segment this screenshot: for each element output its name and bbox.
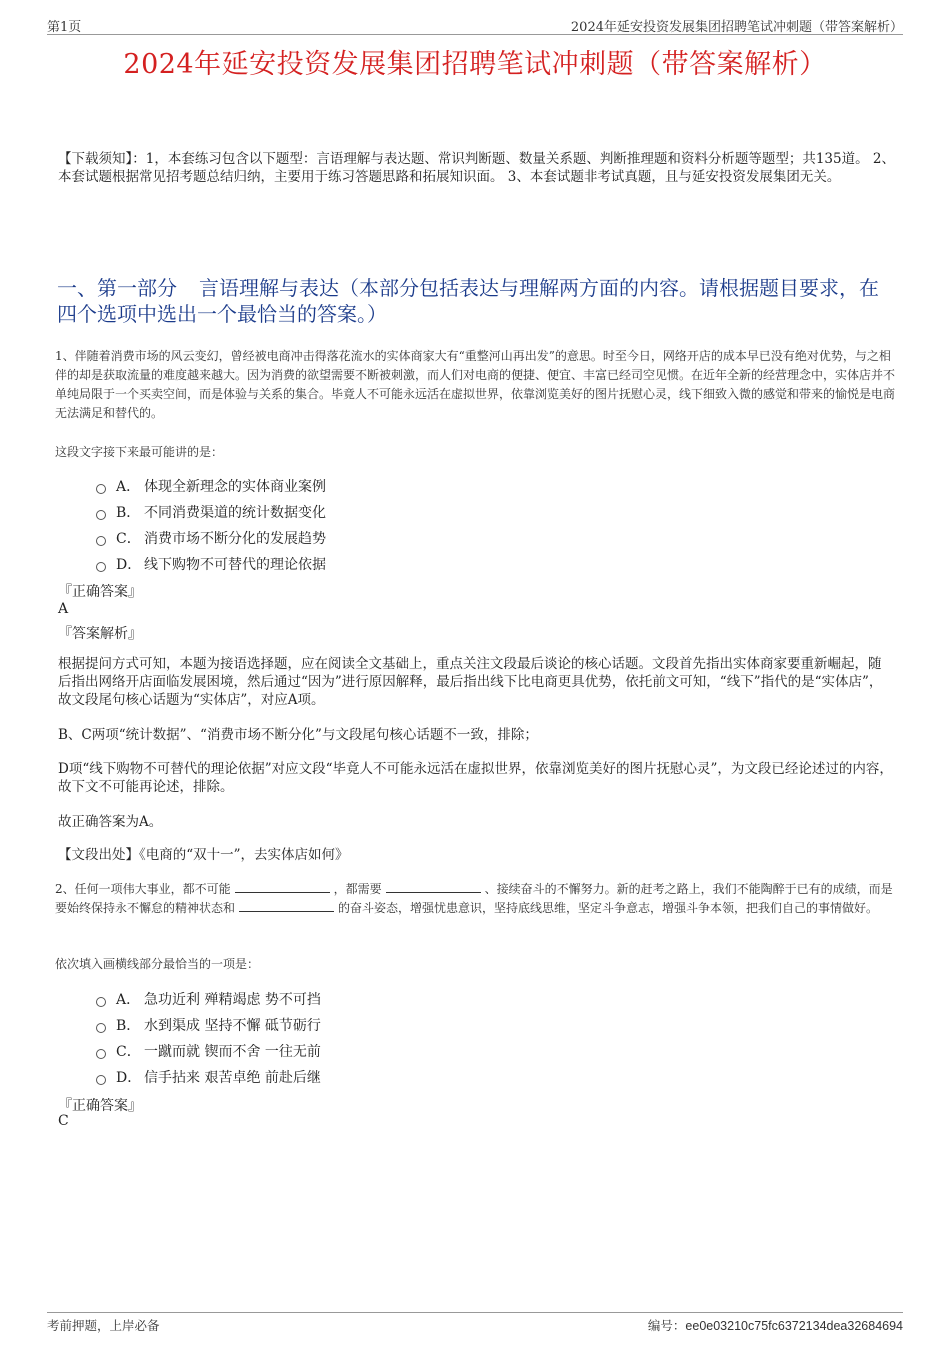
radio-icon[interactable] — [96, 536, 106, 546]
analysis-conclusion: 故正确答案为A。 — [58, 814, 163, 830]
question-1-prompt: 这段文字接下来最可能讲的是： — [55, 445, 224, 459]
option-d[interactable]: D． 信手拈来 艰苦卓绝 前赴后继 — [96, 1064, 321, 1090]
option-text: 一蹴而就 锲而不舍 一往无前 — [144, 1044, 321, 1060]
download-notice: 【下载须知】：1，本套练习包含以下题型：言语理解与表达题、常识判断题、数量关系题、判断推理题和资料分析题等题型；共135道。 2、本套试题根据常见招考题总结归纳，主要用于练习答题思路和拓展知识面。 3、本套试题非考试真题，且与延安投资发展集团无关。 — [58, 151, 895, 185]
radio-icon[interactable] — [96, 562, 106, 572]
page-number: 第1页 — [47, 20, 82, 35]
radio-icon[interactable] — [96, 1023, 106, 1033]
option-b[interactable]: B． 不同消费渠道的统计数据变化 — [96, 499, 326, 525]
answer-value: A — [58, 601, 69, 617]
analysis-paragraph: D项“线下购物不可替代的理论依据”对应文段“毕竟人不可能永远活在虚拟世界，依靠浏览美好的图片抚慰心灵”，为文段已经论述过的内容，故下文不可能再论述，排除。 — [58, 761, 893, 795]
question-2-options — [96, 986, 321, 1090]
question-1-options — [96, 473, 326, 577]
option-text: 信手拈来 艰苦卓绝 前赴后继 — [144, 1070, 321, 1086]
option-c[interactable]: C． 消费市场不断分化的发展趋势 — [96, 525, 326, 551]
option-d[interactable]: D． 线下购物不可替代的理论依据 — [96, 551, 326, 577]
header-doc-title: 2024年延安投资发展集团招聘笔试冲刺题（带答案解析） — [570, 20, 903, 35]
radio-icon[interactable] — [96, 484, 106, 494]
question-1-stem: 1、伴随着消费市场的风云变幻，曾经被电商冲击得落花流水的实体商家大有“重整河山再出发”的意思。时至今日，网络开店的成本早已没有绝对优势，与之相伴的却是获取流量的难度越来越大。因为消费的欲望需要不断被刺激，而人们对电商的便捷、便宜、丰富已经司空见惯。在近年全新的经营理念中，实体店并不单纯局限于一个买卖空间，而是体验与关系的集合。毕竟人不可能永远活在虚拟世界，依靠浏览美好的图片抚慰心灵，线下细致入微的感觉和带来的愉悦是电商无法满足和替代的。 — [55, 349, 896, 420]
option-text: 线下购物不可替代的理论依据 — [144, 557, 326, 573]
option-a[interactable]: A． 急功近利 殚精竭虑 势不可挡 — [96, 986, 321, 1012]
analysis-label: 『答案解析』 — [58, 626, 142, 642]
question-2-stem: 2、任何一项伟大事业，都不可能 ，都需要 、接续奋斗的不懈努力。新的赶考之路上，我们不能陶醉于已有的成绩，而是要始终保持永不懈怠的精神状态和 的奋斗姿态，增强忧患意识，坚持底线思维，坚定斗争意志，增强斗争本领，把我们自己的事情做好。 — [55, 882, 893, 915]
analysis-paragraph: B、C两项“统计数据”、“消费市场不断分化”与文段尾句核心话题不一致，排除； — [58, 727, 538, 743]
analysis-paragraph: 根据提问方式可知，本题为接语选择题，应在阅读全文基础上，重点关注文段最后谈论的核心话题。文段首先指出实体商家要重新崛起，随后指出网络开店面临发展困境，然后通过“因为”进行原因解释，最后指出线下比电商更具优势，依托前文可知，“线下”指代的是“实体店”，故文段尾句核心话题为“实体店”，对应A项。 — [58, 656, 883, 708]
radio-icon[interactable] — [96, 510, 106, 520]
option-c[interactable]: C． 一蹴而就 锲而不舍 一往无前 — [96, 1038, 321, 1064]
answer-label: 『正确答案』 — [58, 584, 142, 600]
fill-blank — [235, 880, 330, 893]
section-text: 言语理解与表达（本部分包括表达与理解两方面的内容。请根据题目要求，在四个选项中选出一个最恰当的答案。） — [57, 276, 879, 326]
answer-label: 『正确答案』 — [58, 1098, 142, 1114]
page-header — [47, 14, 903, 35]
option-a[interactable]: A． 体现全新理念的实体商业案例 — [96, 473, 326, 499]
footer-code: 编号：ee0e03210c75fc6372134dea32684694 — [647, 1318, 903, 1333]
document-title: 2024年延安投资发展集团招聘笔试冲刺题（带答案解析） — [123, 49, 827, 80]
section-heading — [57, 275, 897, 327]
source-citation: 【文段出处】《电商的“双十一”，去实体店如何》 — [58, 847, 349, 863]
option-text: 不同消费渠道的统计数据变化 — [144, 505, 326, 521]
fill-blank — [386, 880, 481, 893]
footer-slogan: 考前押题，上岸必备 — [47, 1318, 160, 1333]
option-text: 消费市场不断分化的发展趋势 — [144, 531, 326, 547]
option-b[interactable]: B． 水到渠成 坚持不懈 砥节砺行 — [96, 1012, 321, 1038]
option-text: 急功近利 殚精竭虑 势不可挡 — [144, 992, 321, 1008]
section-label: 一、第一部分 — [57, 276, 177, 300]
option-text: 水到渠成 坚持不懈 砥节砺行 — [144, 1018, 321, 1034]
radio-icon[interactable] — [96, 997, 106, 1007]
radio-icon[interactable] — [96, 1075, 106, 1085]
page-footer — [47, 1312, 903, 1335]
question-2-prompt: 依次填入画横线部分最恰当的一项是： — [55, 957, 260, 971]
fill-blank — [239, 899, 334, 912]
radio-icon[interactable] — [96, 1049, 106, 1059]
answer-value: C — [58, 1113, 69, 1129]
option-text: 体现全新理念的实体商业案例 — [144, 479, 326, 495]
